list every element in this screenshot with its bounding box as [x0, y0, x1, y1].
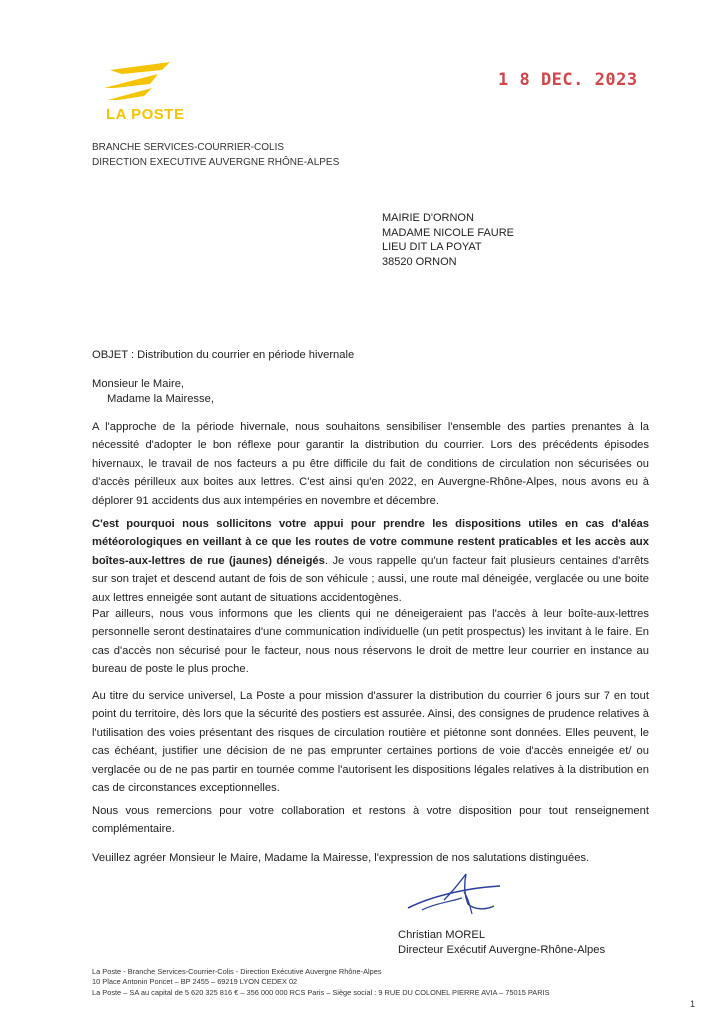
footer-line: La Poste – SA au capital de 5 620 325 816 € – 356 000 000 RCS Paris – Siège social : 9 RUE DU COLONEL PIERRE AVIA – 75015 PARIS [92, 987, 550, 997]
letter-subject: OBJET : Distribution du courrier en période hivernale [92, 349, 355, 361]
salutation-line: Madame la Mairesse, [107, 393, 214, 405]
paragraph-clients: Par ailleurs, nous vous informons que les clients qui ne déneigeraient pas l'accès à leur boîte-aux-lettres personnelle seront destinataires d'une communication individuelle (un petit prospectus) les invitant à le faire. En cas d'accès non sécurisé pour le facteur, nous nous réservons le droit de mettre leur courrier en instance au bureau de poste le plus proche. [92, 608, 649, 676]
signer-name: Christian MOREL [398, 929, 486, 941]
page-number: 1 [690, 999, 696, 1009]
salutation-line: Monsieur le Maire, [92, 378, 185, 390]
signer-block [398, 928, 605, 958]
la-poste-logo [100, 62, 190, 122]
recipient-line: MAIRIE D'ORNON [382, 212, 474, 224]
recipient-line: MADAME NICOLE FAURE [382, 226, 515, 239]
footer-line: La Poste - Branche Services-Courrier-Colis - Direction Exécutive Auvergne Rhône-Alpes [92, 967, 382, 976]
branch-line: DIRECTION EXECUTIVE AUVERGNE RHÔNE-ALPES [92, 157, 340, 168]
paragraph-request-bold: C'est pourquoi nous sollicitons votre appui pour prendre les dispositions utiles en cas d'aléas météorologiques en veillant à ce que les routes de votre commune restent praticables et les accès aux boîtes-aux-lettres de rue (jaunes) déneigés [92, 518, 649, 567]
recipient-line: LIEU DIT LA POYAT [382, 241, 482, 253]
paragraph-request [92, 515, 649, 607]
paragraph-universal-service: Au titre du service universel, La Poste a pour mission d'assurer la distribution du courrier 6 jours sur 7 en tout point du territoire, dès lors que la sécurité des postiers est assurée. Ainsi, des consignes de prudence relatives à l'utilisation des voies présentant des risques de circulation routière et piétonne sont données. Elles peuvent, le cas échéant, justifier une décision de ne pas emprunter certaines portions de voie d'accès enneigée et/ ou verglacée ou de ne pas partir en tournée comme l'autorisent les dispositions légales relatives à la distribution en cas de circonstances exceptionnelles. [92, 690, 649, 795]
paragraph-thanks: Nous vous remercions pour votre collaboration et restons à votre disposition pour tout renseignement complémentaire. [92, 805, 649, 836]
logo-text: LA POSTE [106, 106, 185, 123]
letter-footer [92, 967, 550, 998]
footer-line: 10 Place Antonin Poncet – BP 2455 – 69219 LYON CEDEX 02 [92, 977, 298, 987]
recipient-line: 38520 ORNON [382, 255, 457, 268]
date-stamp: 1 8 DEC. 2023 [498, 70, 638, 90]
salutation [92, 377, 214, 407]
la-poste-bird-icon [100, 62, 180, 104]
handwritten-signature [404, 870, 514, 920]
branch-line: BRANCHE SERVICES-COURRIER-COLIS [92, 142, 285, 153]
paragraph-closing: Veuillez agréer Monsieur le Maire, Madame la Mairesse, l'expression de nos salutations distinguées. [92, 852, 590, 864]
paragraph-intro: A l'approche de la période hivernale, nous souhaitons sensibiliser l'ensemble des parties prenantes à la nécessité d'adopter le bon réflexe pour garantir la distribution du courrier. Lors des précédents épisodes hivernaux, le travail de nos facteurs a pu être difficile du fait de conditions de circulation non sécurisées ou d'accès périlleux aux boites aux lettres. C'est ainsi qu'en 2022, en Auvergne-Rhône-Alpes, nous avons eu à déplorer 91 accidents dus aux intempéries en novembre et décembre. [92, 421, 649, 507]
recipient-address [382, 211, 514, 269]
sender-branch [92, 140, 339, 170]
paragraph-request-rest: . Je vous rappelle qu'un facteur fait plusieurs centaines d'arrêts sur son trajet et descend autant de fois de son véhicule ; aussi, une route mal déneigée, verglacée ou une boite aux lettres enneigée sont autant de situations accidentogènes. [92, 554, 650, 604]
signer-title: Directeur Exécutif Auvergne-Rhône-Alpes [398, 944, 606, 956]
